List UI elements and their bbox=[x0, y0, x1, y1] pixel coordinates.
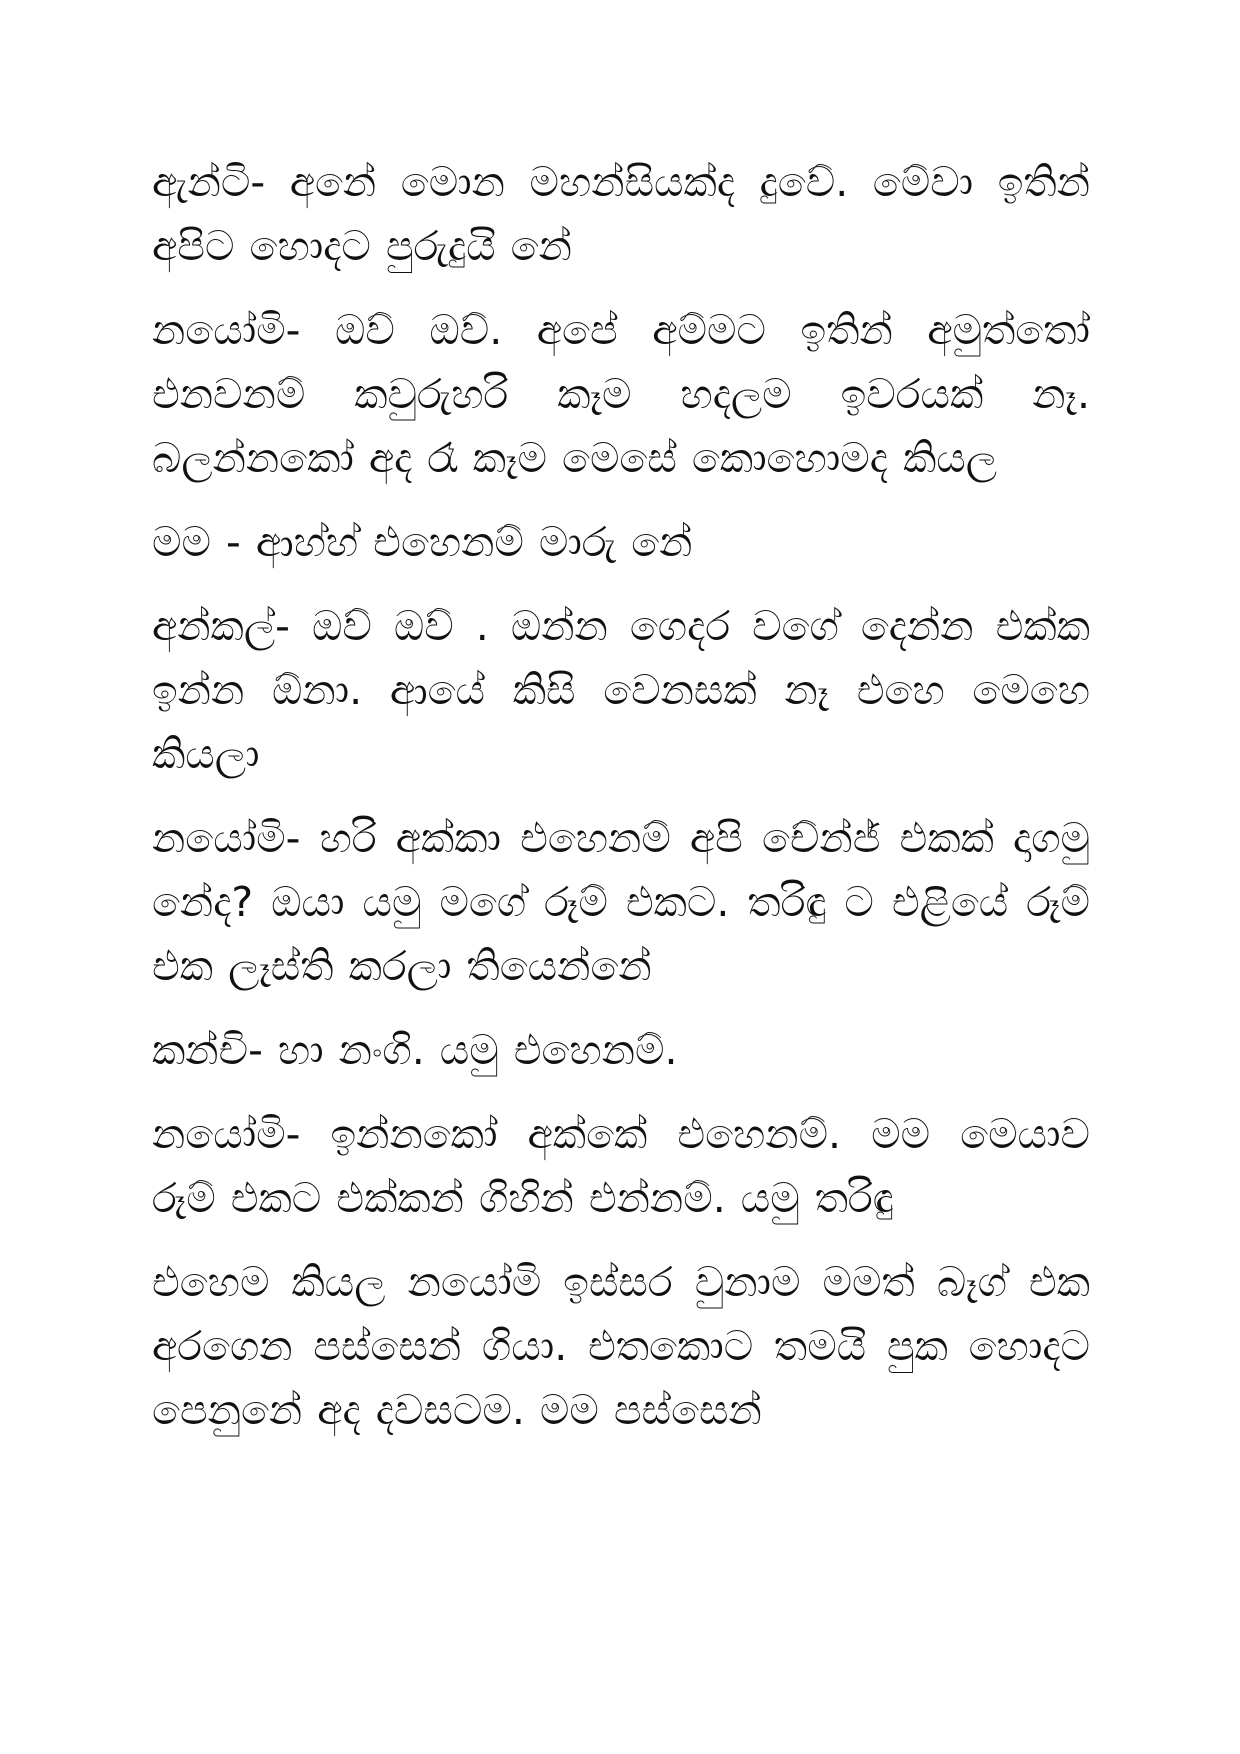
paragraph-2: නයෝමි- ඔව් ඔව්. අපේ අම්මට ඉතින් අමුත්තෝ එනවනම් කවුරුහරි කෑම හදලම ඉවරයක් නෑ. බලන්නකෝ අද රෑ කෑම මෙසේ කොහොමද කියල bbox=[152, 306, 1090, 482]
paragraph-6: කන්චි- හා නංගි. යමු එහෙනම්. bbox=[152, 1026, 678, 1074]
paragraph-5: නයෝමි- හරි අක්කා එහෙනම් අපි චේන්ජ් එකක් දාගමු නේද? ඔයා යමු මගේ රූම් එකට. තරිඳු ට එළියේ රූම් එක ලෑස්ති කරලා තියෙන්නේ bbox=[152, 814, 1090, 990]
paragraph-3: මම - ආහ්හ් එහෙනම් මාරු නේ bbox=[152, 518, 693, 566]
paragraph-1: ඇන්ටි- අනේ මොන මහන්සියක්ද දුවේ. මේවා ඉතින් අපිට හොදට පුරුදුයි නේ bbox=[152, 158, 1090, 270]
paragraph-8: එහෙම කියල නයෝමි ඉස්සර වුනාම මමත් බෑග් එක අරගෙන පස්සෙන් ගියා. එතකොට තමයි පුක හොදට පෙනුනේ අද දවසටම. මම පස්සෙන් bbox=[152, 1258, 1090, 1434]
paragraph-7: නයෝමි- ඉන්නකෝ අක්කේ එහෙනම්. මම මෙයාව රූම් එකට එක්කන් ගිහින් එන්නම්. යමු තරිඳු bbox=[152, 1110, 1090, 1222]
paragraph-4: අන්කල්- ඔව් ඔව් . ඔන්න ගෙදර වගේ දෙන්න එක්ක ඉන්න ඕනා. ආයේ කිසි වෙනසක් නෑ එහෙ මෙහෙ කියලා bbox=[152, 602, 1090, 778]
